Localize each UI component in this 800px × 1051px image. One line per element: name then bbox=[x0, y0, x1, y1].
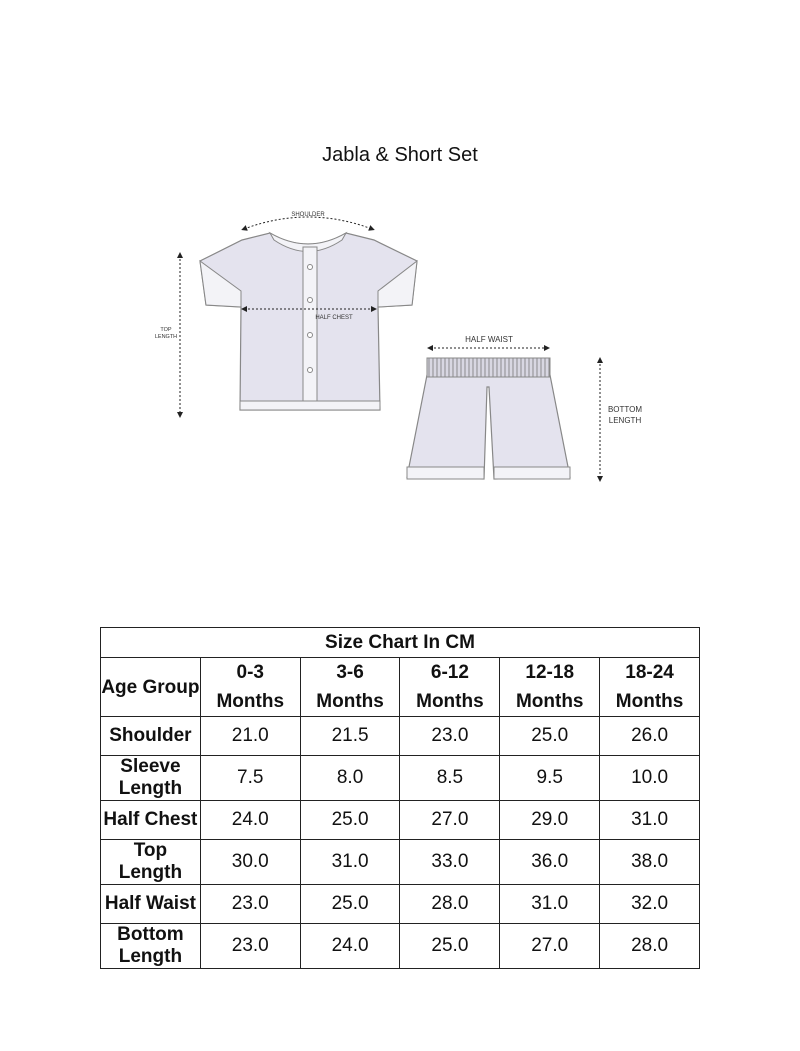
table-cell: 33.0 bbox=[400, 840, 500, 885]
table-cell: 31.0 bbox=[600, 801, 700, 840]
table-cell: 25.0 bbox=[300, 801, 400, 840]
shoulder-label: SHOULDER bbox=[291, 212, 325, 218]
table-cell: 7.5 bbox=[200, 756, 300, 801]
table-cell: 25.0 bbox=[300, 885, 400, 924]
column-header-unit: Months bbox=[416, 691, 484, 712]
top-length-label-1: TOP bbox=[160, 327, 172, 333]
table-cell: 28.0 bbox=[600, 924, 700, 969]
table-cell: 8.5 bbox=[400, 756, 500, 801]
row-label: Half Waist bbox=[101, 885, 201, 924]
table-cell: 23.0 bbox=[200, 885, 300, 924]
table-cell: 8.0 bbox=[300, 756, 400, 801]
shorts-drawing bbox=[407, 358, 570, 479]
column-header-age: 12-18 bbox=[525, 662, 575, 683]
table-cell: 25.0 bbox=[400, 924, 500, 969]
table-cell: 21.5 bbox=[300, 717, 400, 756]
table-row bbox=[101, 885, 700, 924]
row-label: Bottom Length bbox=[101, 924, 201, 969]
table-row bbox=[101, 924, 700, 969]
table-header-row bbox=[101, 658, 700, 717]
row-label: Sleeve Length bbox=[101, 756, 201, 801]
table-cell: 36.0 bbox=[500, 840, 600, 885]
table-row bbox=[101, 840, 700, 885]
table-cell: 28.0 bbox=[400, 885, 500, 924]
table-caption: Size Chart In CM bbox=[101, 628, 700, 658]
column-header-unit: Months bbox=[615, 691, 684, 712]
table-cell: 38.0 bbox=[600, 840, 700, 885]
column-header-age: 18-24 bbox=[625, 662, 674, 683]
table-cell: 23.0 bbox=[400, 717, 500, 756]
column-header-age: 0-3 bbox=[236, 662, 264, 683]
table-cell: 24.0 bbox=[300, 924, 400, 969]
column-header bbox=[200, 658, 300, 717]
table-row bbox=[101, 801, 700, 840]
table-cell: 31.0 bbox=[300, 840, 400, 885]
column-header-age: 3-6 bbox=[336, 662, 364, 683]
table-cell: 27.0 bbox=[400, 801, 500, 840]
row-label: Shoulder bbox=[101, 717, 201, 756]
table-cell: 29.0 bbox=[500, 801, 600, 840]
page-title: Jabla & Short Set bbox=[322, 144, 478, 166]
table-cell: 25.0 bbox=[500, 717, 600, 756]
table-cell: 31.0 bbox=[500, 885, 600, 924]
column-header-unit: Months bbox=[316, 691, 384, 712]
column-header bbox=[400, 658, 500, 717]
shoulder-arrow bbox=[244, 217, 372, 229]
corner-header: Age Group bbox=[101, 658, 201, 717]
column-header-age: 6-12 bbox=[430, 662, 469, 683]
column-header-unit: Months bbox=[515, 691, 584, 712]
table-cell: 26.0 bbox=[600, 717, 700, 756]
garment-illustration bbox=[0, 195, 800, 495]
bottom-length-label-2: LENGTH bbox=[608, 416, 642, 425]
table-row bbox=[101, 756, 700, 801]
column-header bbox=[600, 658, 700, 717]
column-header bbox=[500, 658, 600, 717]
row-label: Half Chest bbox=[101, 801, 201, 840]
half-chest-label: HALF CHEST bbox=[315, 315, 353, 321]
table-cell: 21.0 bbox=[200, 717, 300, 756]
table-row bbox=[101, 717, 700, 756]
top-length-label-2: LENGTH bbox=[154, 334, 178, 340]
table-cell: 9.5 bbox=[500, 756, 600, 801]
bottom-length-label-1: BOTTOM bbox=[607, 405, 643, 414]
table-cell: 30.0 bbox=[200, 840, 300, 885]
size-chart-table bbox=[100, 627, 700, 969]
table-cell: 23.0 bbox=[200, 924, 300, 969]
row-label: Top Length bbox=[101, 840, 201, 885]
column-header bbox=[300, 658, 400, 717]
shirt-drawing bbox=[200, 233, 417, 410]
table-cell: 27.0 bbox=[500, 924, 600, 969]
half-waist-label: HALF WAIST bbox=[465, 335, 513, 344]
table-cell: 32.0 bbox=[600, 885, 700, 924]
table-cell: 24.0 bbox=[200, 801, 300, 840]
table-cell: 10.0 bbox=[600, 756, 700, 801]
column-header-unit: Months bbox=[216, 691, 285, 712]
